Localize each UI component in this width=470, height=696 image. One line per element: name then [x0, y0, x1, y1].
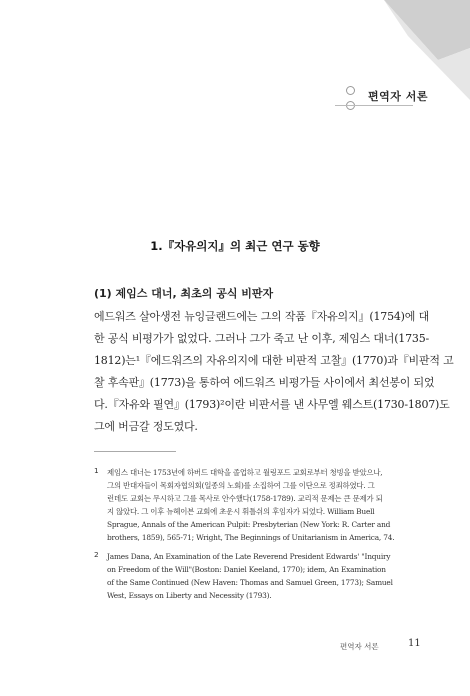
body-line: 1812)는¹『에드워즈의 자유의지에 대한 비판적 고찰』(1770)과『비판적 고 — [94, 354, 454, 367]
footnote-line: James Dana, An Examination of the Late Reverend President Edwards' "Inquiry — [107, 552, 391, 561]
footnote-line: Sprague, Annals of the American Pulpit: Presbyterian (New York: R. Carter and — [107, 520, 391, 529]
header-rule — [335, 105, 413, 106]
body-paragraph — [94, 306, 454, 438]
body-line: 다.『자유와 필연』(1793)²이란 비판서를 낸 사무엘 웨스트(1730-1807)도 — [94, 398, 450, 411]
footnote-line: 런데도 교회는 무시하고 그를 목사로 안수했다(1758-1789). 교리적 문제는 큰 문제가 되 — [107, 494, 383, 503]
running-header: 편역자 서론 — [368, 90, 428, 103]
footnote-line: West, Essays on Liberty and Necessity (1793). — [107, 591, 272, 600]
page-number: 11 — [408, 638, 421, 649]
body-line: 한 공식 비평가가 없었다. 그러나 그가 죽고 난 이후, 제임스 대너(1735- — [94, 332, 430, 345]
footnote-2 — [94, 550, 429, 602]
chapter-title: 1.『자유의지』의 최근 연구 동향 — [150, 239, 320, 253]
footnote-line: 제임스 대너는 1753년에 하버드 대학을 졸업하고 월링포드 교회로부터 청빙을 받았으나, — [107, 468, 383, 477]
running-footer: 편역자 서론 — [340, 642, 379, 651]
section-subtitle: (1) 제임스 대너, 최초의 공식 비판자 — [94, 287, 274, 300]
footnote-line: of the Same Continued (New Haven: Thomas and Samuel Green, 1773); Samuel — [107, 578, 393, 587]
footnote-number: 1 — [94, 466, 99, 475]
footnote-1 — [94, 466, 429, 544]
footnotes — [94, 466, 429, 608]
footnote-line: 그의 반대자들이 목회자협의회(일종의 노회)를 소집하여 그를 이단으로 정죄하였다. 그 — [107, 481, 375, 490]
footnote-number: 2 — [94, 550, 99, 559]
footnote-line: 지 않았다. 그 이후 뉴헤이븐 교회에 초운시 휘틀쉬의 후임자가 되었다. William Buell — [107, 507, 375, 516]
circle-icon — [346, 86, 355, 95]
footnote-rule — [94, 451, 176, 452]
body-line: 그에 버금갈 정도였다. — [94, 420, 198, 433]
footnote-line: on Freedom of the Will"(Boston: Daniel Keeland, 1770); idem, An Examination — [107, 565, 386, 574]
header-circle-marks — [346, 86, 358, 126]
body-line: 에드워즈 살아생전 뉴잉글랜드에는 그의 작품『자유의지』(1754)에 대 — [94, 310, 429, 323]
body-line: 찰 후속판』(1773)을 통하여 에드워즈 비평가들 사이에서 최선봉이 되었 — [94, 376, 435, 389]
footnote-line: brothers, 1859), 565-71; Wright, The Beginnings of Unitarianism in America, 74. — [107, 533, 395, 542]
